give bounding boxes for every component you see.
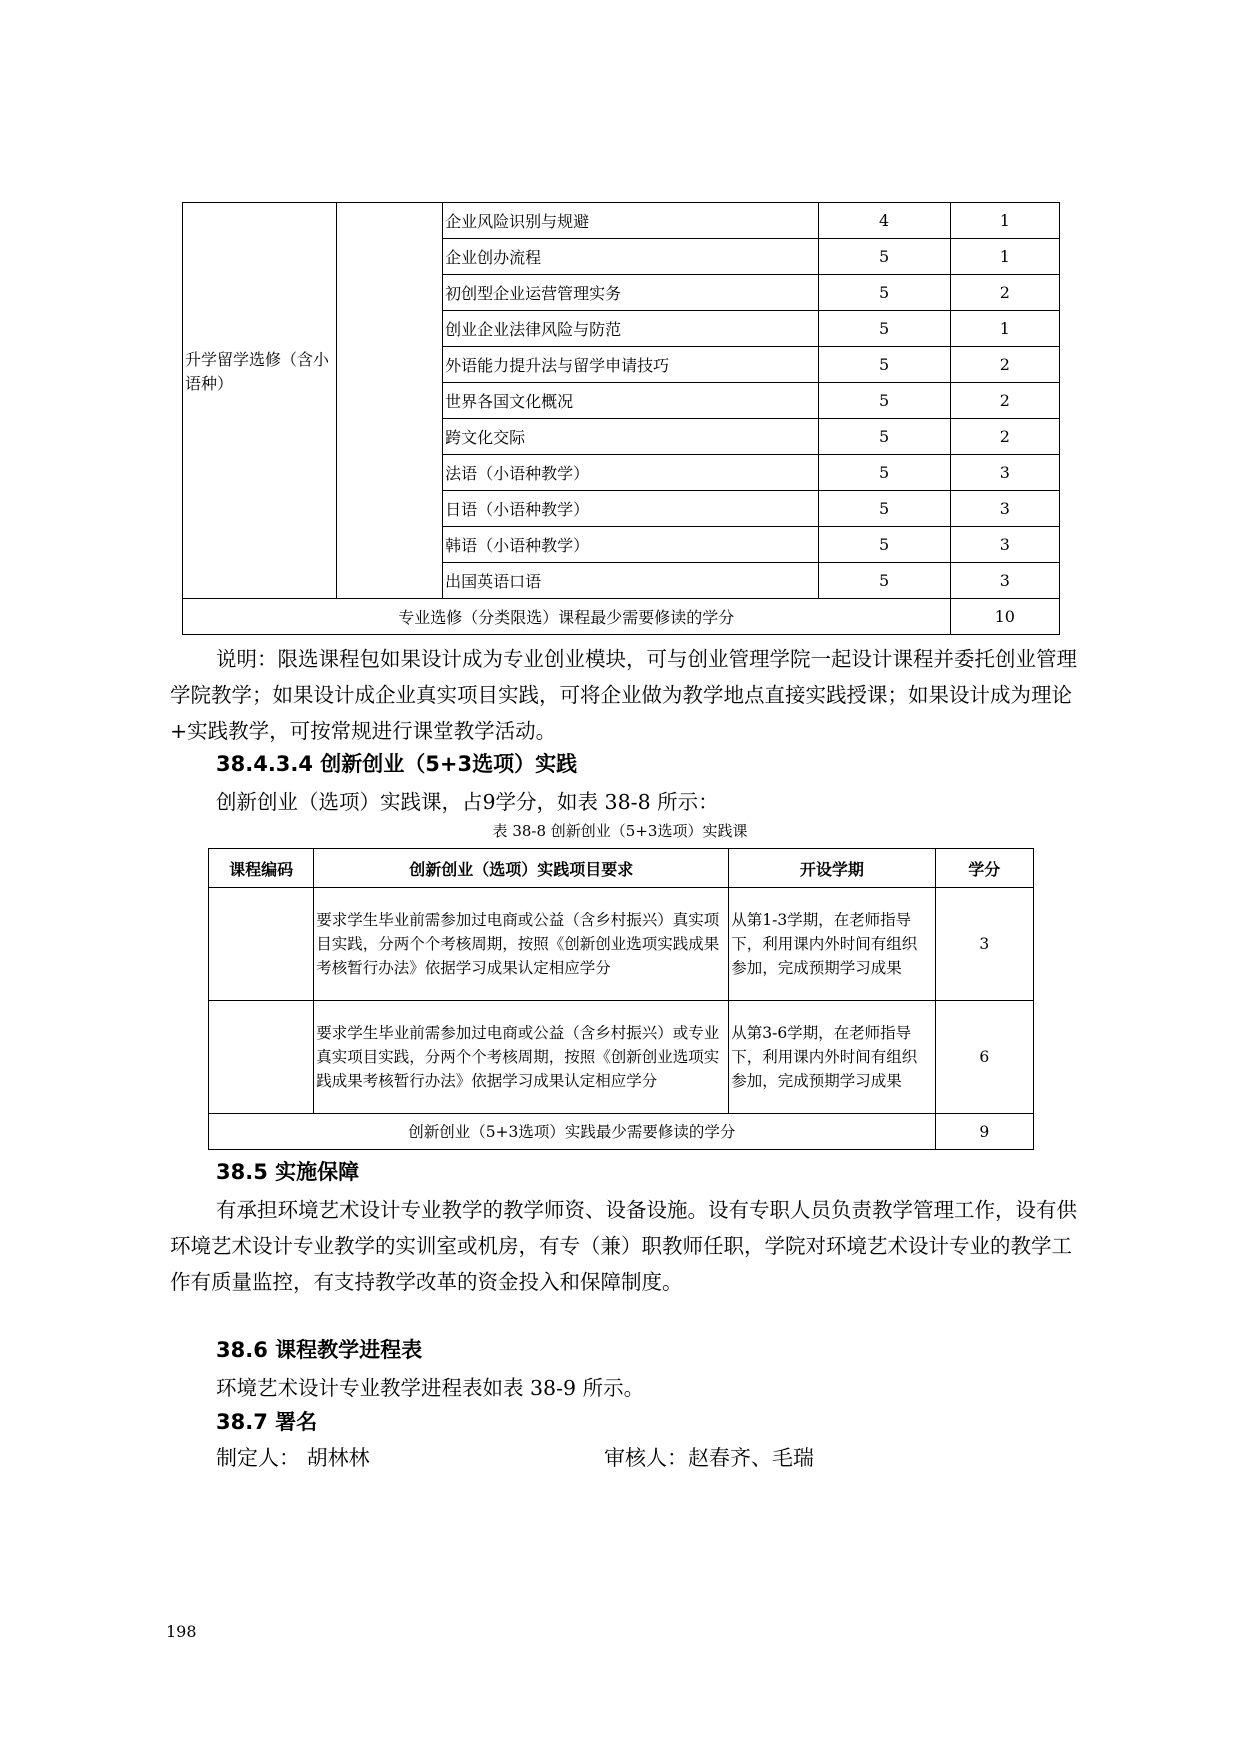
- course-name: 企业风险识别与规避: [443, 203, 818, 239]
- section-386-body: 环境艺术设计专业教学进程表如表 38-9 所示。: [216, 1376, 645, 1400]
- section-heading-38434: 38.4.3.4 创新创业（5+3选项）实践: [216, 752, 578, 776]
- header-term: 开设学期: [729, 849, 935, 888]
- summary-label: 专业选修（分类限选）课程最少需要修读的学分: [183, 599, 951, 635]
- summary-label: 创新创业（5+3选项）实践最少需要修读的学分: [209, 1114, 936, 1150]
- course-name: 创业企业法律风险与防范: [443, 311, 818, 347]
- term-text: 从第1-3学期，在老师指导下，利用课内外时间有组织参加，完成预期学习成果: [729, 888, 935, 1001]
- course-name: 外语能力提升法与留学申请技巧: [443, 347, 818, 383]
- page-number: 198: [166, 1622, 197, 1641]
- course-value-a: 5: [818, 347, 950, 383]
- course-name: 初创型企业运营管理实务: [443, 275, 818, 311]
- requirement-text: 要求学生毕业前需参加过电商或公益（含乡村振兴）或专业真实项目实践，分两个个考核周期，按照《创新创业选项实践成果考核暂行办法》依据学习成果认定相应学分: [314, 1001, 729, 1114]
- summary-row: [183, 599, 1060, 635]
- course-value-b: 3: [950, 563, 1059, 599]
- header-credit: 学分: [935, 849, 1033, 888]
- section-385-body: 有承担环境艺术设计专业教学的教学师资、设备设施。设有专职人员负责教学管理工作，设有供环境艺术设计专业教学的实训室或机房，有专（兼）职教师任职，学院对环境艺术设计专业的教学工作有质量监控，有支持教学改革的资金投入和保障制度。: [170, 1198, 1077, 1294]
- course-value-a: 5: [818, 527, 950, 563]
- course-value-a: 5: [818, 311, 950, 347]
- course-value-b: 3: [950, 527, 1059, 563]
- course-code: [209, 1001, 314, 1114]
- credit-value: 3: [935, 888, 1033, 1001]
- table-row: [183, 203, 1060, 239]
- term-text: 从第3-6学期，在老师指导下，利用课内外时间有组织参加，完成预期学习成果: [729, 1001, 935, 1114]
- table-row: [209, 1001, 1034, 1114]
- elective-course-table: [182, 202, 1060, 635]
- section-heading-386: 38.6 课程教学进程表: [216, 1338, 423, 1362]
- section-intro: 创新创业（选项）实践课，占9学分，如表 38-8 所示：: [216, 790, 719, 814]
- practice-course-table: [208, 848, 1034, 1150]
- reviewer-line: 审核人：赵春齐、毛瑞: [604, 1446, 814, 1470]
- summary-value: 10: [950, 599, 1059, 635]
- course-value-b: 1: [950, 239, 1059, 275]
- course-name: 韩语（小语种教学）: [443, 527, 818, 563]
- course-value-b: 3: [950, 491, 1059, 527]
- course-name: 出国英语口语: [443, 563, 818, 599]
- category-label: 升学留学选修（含小语种）: [185, 350, 330, 393]
- course-name: 法语（小语种教学）: [443, 455, 818, 491]
- course-value-a: 5: [818, 491, 950, 527]
- course-value-a: 5: [818, 275, 950, 311]
- course-value-b: 2: [950, 347, 1059, 383]
- blank-cell: [336, 203, 442, 599]
- course-value-b: 1: [950, 311, 1059, 347]
- course-code: [209, 888, 314, 1001]
- course-name: 跨文化交际: [443, 419, 818, 455]
- course-value-a: 5: [818, 383, 950, 419]
- note-paragraph: 说明：限选课程包如果设计成为专业创业模块，可与创业管理学院一起设计课程并委托创业管理学院教学；如果设计成企业真实项目实践，可将企业做为教学地点直接实践授课；如果设计成为理论+实践教学，可按常规进行课堂教学活动。: [170, 647, 1077, 743]
- course-value-b: 2: [950, 383, 1059, 419]
- course-value-a: 5: [818, 239, 950, 275]
- course-value-b: 2: [950, 419, 1059, 455]
- course-value-a: 4: [818, 203, 950, 239]
- table-caption: 表 38-8 创新创业（5+3选项）实践课: [492, 822, 748, 840]
- course-value-b: 2: [950, 275, 1059, 311]
- requirement-text: 要求学生毕业前需参加过电商或公益（含乡村振兴）真实项目实践，分两个个考核周期，按照《创新创业选项实践成果考核暂行办法》依据学习成果认定相应学分: [314, 888, 729, 1001]
- section-heading-385: 38.5 实施保障: [216, 1160, 360, 1184]
- credit-value: 6: [935, 1001, 1033, 1114]
- course-name: 企业创办流程: [443, 239, 818, 275]
- category-cell: [183, 203, 337, 599]
- course-value-b: 1: [950, 203, 1059, 239]
- course-value-a: 5: [818, 563, 950, 599]
- table-row: [209, 888, 1034, 1001]
- table-header-row: [209, 849, 1034, 888]
- course-name: 日语（小语种教学）: [443, 491, 818, 527]
- course-value-b: 3: [950, 455, 1059, 491]
- summary-row: [209, 1114, 1034, 1150]
- course-name: 世界各国文化概况: [443, 383, 818, 419]
- course-value-a: 5: [818, 455, 950, 491]
- course-value-a: 5: [818, 419, 950, 455]
- maker-line: 制定人： 胡林林: [216, 1446, 370, 1470]
- section-heading-387: 38.7 署名: [216, 1410, 318, 1434]
- header-requirement: 创新创业（选项）实践项目要求: [314, 849, 729, 888]
- header-course-code: 课程编码: [209, 849, 314, 888]
- summary-value: 9: [935, 1114, 1033, 1150]
